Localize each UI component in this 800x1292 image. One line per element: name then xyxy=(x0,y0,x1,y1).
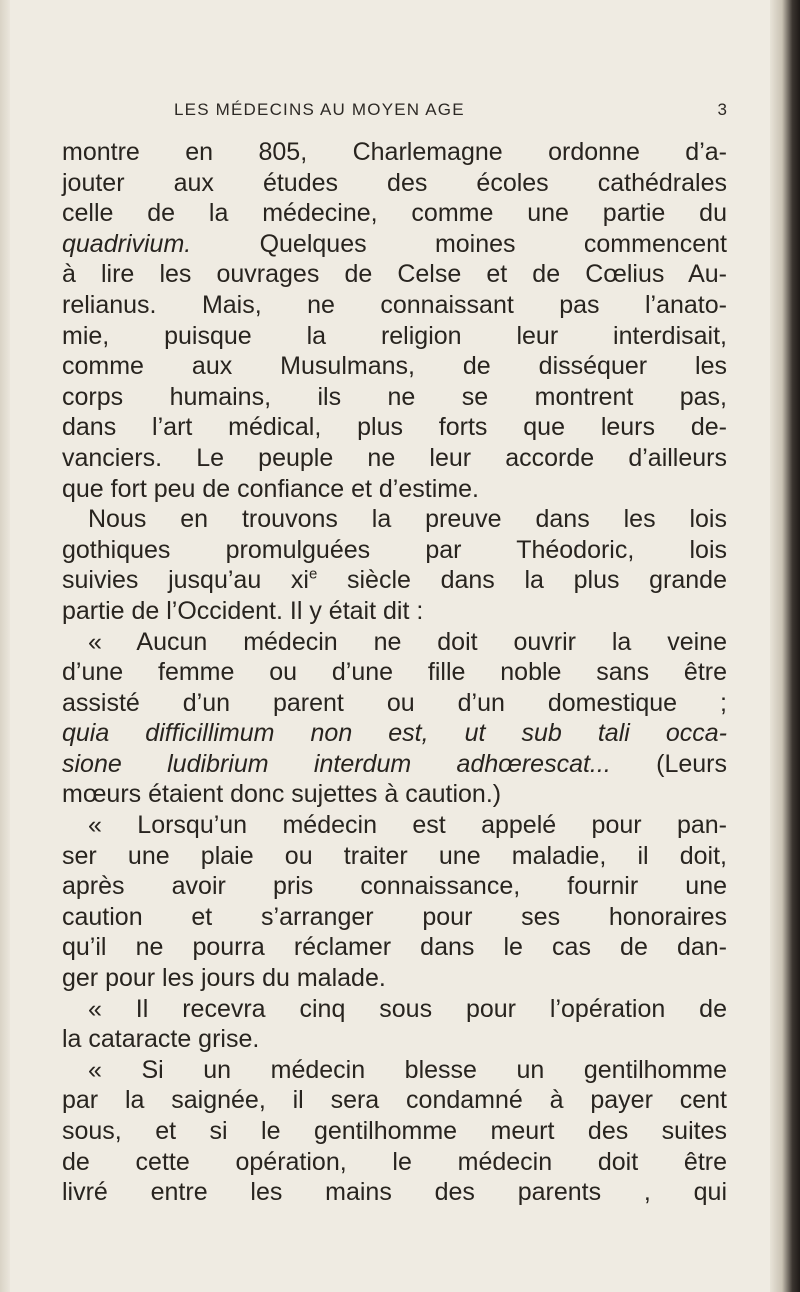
text-line xyxy=(62,259,727,290)
text-span: caution et s’arranger pour ses honoraires xyxy=(62,902,727,931)
text-line xyxy=(62,596,727,627)
italic-text: quia difficillimum non est, ut sub tali occa- xyxy=(62,719,727,748)
text-span: montre en 805, Charlemagne ordonne d’a- xyxy=(62,138,727,166)
page-gutter-left xyxy=(0,0,10,1292)
text-span: siècle dans la plus grande xyxy=(317,566,727,595)
text-line xyxy=(62,627,727,658)
text-span: mœurs étaient donc sujettes à caution.) xyxy=(62,780,502,809)
text-line xyxy=(62,1024,727,1055)
running-title: LES MÉDECINS AU MOYEN AGE xyxy=(174,100,465,119)
text-line xyxy=(62,1147,727,1178)
italic-text: quadrivium. xyxy=(62,229,192,258)
text-span: par la saignée, il sera condamné à payer cent xyxy=(62,1086,727,1115)
text-line xyxy=(62,565,727,596)
text-line xyxy=(62,1055,727,1086)
text-span: dans l’art médical, plus forts que leurs de- xyxy=(62,413,727,442)
text-span: livré entre les mains des parents , qui xyxy=(62,1178,727,1207)
text-line xyxy=(62,198,727,229)
text-line xyxy=(62,994,727,1025)
text-span: sous, et si le gentilhomme meurt des suites xyxy=(62,1117,727,1145)
text-line xyxy=(62,1177,727,1208)
text-span: « Il recevra cinq sous pour l’opération de xyxy=(88,994,727,1023)
text-line xyxy=(62,718,727,749)
text-span: corps humains, ils ne se montrent pas, xyxy=(62,382,727,411)
text-span: qu’il ne pourra réclamer dans le cas de dan- xyxy=(62,933,727,962)
text-line xyxy=(62,779,727,810)
text-line xyxy=(62,871,727,902)
text-line xyxy=(62,810,727,841)
text-span: partie de l’Occident. Il y était dit : xyxy=(62,596,424,625)
text-line xyxy=(62,1085,727,1116)
page-number: 3 xyxy=(717,100,727,119)
text-span: gothiques promulguées par Théodoric, lois xyxy=(62,535,727,564)
text-line xyxy=(62,1116,727,1147)
text-line xyxy=(62,412,727,443)
text-line xyxy=(62,137,727,168)
text-line xyxy=(62,443,727,474)
text-line xyxy=(62,474,727,505)
text-span: vanciers. Le peuple ne leur accorde d’ailleurs xyxy=(62,443,727,472)
text-line xyxy=(62,535,727,566)
text-span: à lire les ouvrages de Celse et de Cœlius Au- xyxy=(62,260,727,289)
text-span: que fort peu de confiance et d’estime. xyxy=(62,474,479,503)
italic-text: sione ludibrium interdum adhœrescat... xyxy=(62,749,611,778)
text-span: assisté d’un parent ou d’un domestique ; xyxy=(62,688,727,717)
text-line xyxy=(62,688,727,719)
text-span: d’une femme ou d’une fille noble sans être xyxy=(62,658,727,687)
text-span: jouter aux études des écoles cathédrales xyxy=(62,168,727,197)
text-line xyxy=(62,932,727,963)
text-line xyxy=(62,321,727,352)
superscript-text: e xyxy=(308,565,318,583)
page-edge-right xyxy=(770,0,800,1292)
text-span: « Aucun médecin ne doit ouvrir la veine xyxy=(88,627,727,656)
text-line xyxy=(62,290,727,321)
text-line xyxy=(62,841,727,872)
text-line xyxy=(62,229,727,260)
text-span: relianus. Mais, ne connaissant pas l’anato- xyxy=(62,290,727,319)
text-span: (Leurs xyxy=(610,749,727,778)
text-span: la cataracte grise. xyxy=(62,1025,260,1054)
body-text xyxy=(62,137,727,1208)
text-span: Quelques moines commencent xyxy=(191,229,727,258)
text-span: ger pour les jours du malade. xyxy=(62,964,386,993)
text-line xyxy=(62,504,727,535)
text-span: « Si un médecin blesse un gentilhomme xyxy=(88,1055,727,1084)
text-span: ser une plaie ou traiter une maladie, il doit, xyxy=(62,841,727,870)
text-line xyxy=(62,168,727,199)
text-span: mie, puisque la religion leur interdisait, xyxy=(62,321,727,350)
text-line xyxy=(62,351,727,382)
text-span: suivies jusqu’au xi xyxy=(62,566,309,595)
text-line xyxy=(62,382,727,413)
text-span: comme aux Musulmans, de disséquer les xyxy=(62,352,727,381)
text-span: après avoir pris connaissance, fournir une xyxy=(62,872,727,901)
text-span: celle de la médecine, comme une partie du xyxy=(62,199,727,228)
text-line xyxy=(62,657,727,688)
page-header xyxy=(62,100,727,128)
text-span: de cette opération, le médecin doit être xyxy=(62,1147,727,1176)
text-line xyxy=(62,902,727,933)
text-line xyxy=(62,749,727,780)
text-span: Nous en trouvons la preuve dans les lois xyxy=(88,505,727,534)
text-line xyxy=(62,963,727,994)
text-span: « Lorsqu’un médecin est appelé pour pan- xyxy=(88,811,727,840)
